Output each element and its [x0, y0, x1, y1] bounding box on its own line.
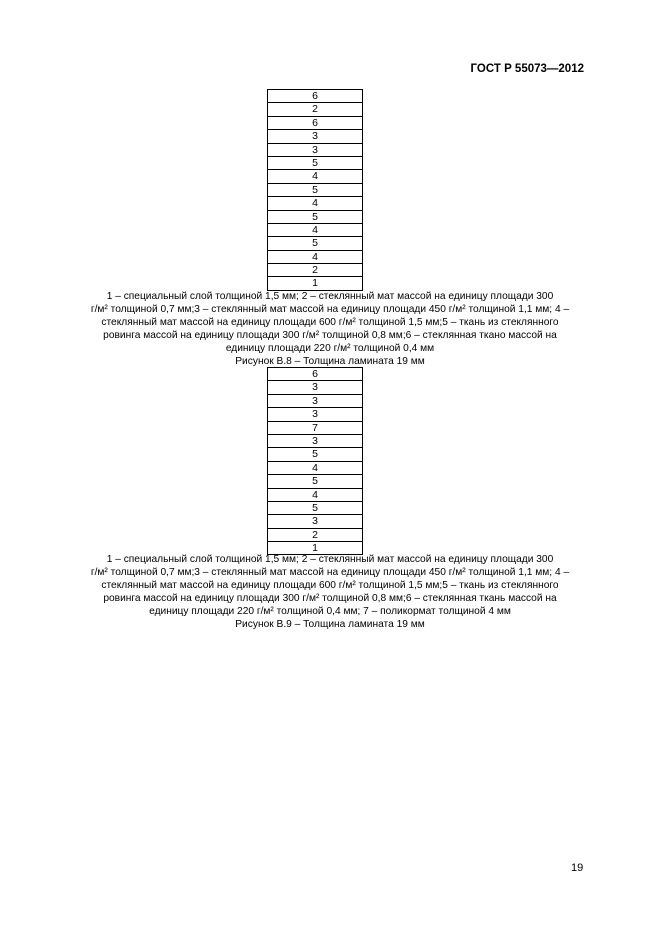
figure-b9-legend	[40, 553, 620, 631]
laminate-layer-stack-b8	[267, 89, 363, 291]
laminate-layer: 6	[268, 90, 362, 103]
legend-line: ровинга массой на единицу площади 300 г/м² толщиной 0,8 мм;6 – стеклянная ткано массой на	[103, 330, 557, 341]
legend-line: единицу площади 220 г/м² толщиной 0,4 мм; 7 – поликормат толщиной 4 мм	[149, 606, 511, 617]
laminate-layer: 4	[268, 251, 362, 264]
laminate-layer: 4	[268, 462, 362, 475]
figure-b9-caption: Рисунок В.9 – Толщина ламината 19 мм	[235, 619, 425, 630]
laminate-layer: 4	[268, 224, 362, 237]
laminate-layer: 2	[268, 529, 362, 542]
legend-line: г/м² толщиной 0,7 мм;3 – стеклянный мат массой на единицу площади 450 г/м² толщиной 1,1 мм; 4 –	[90, 567, 570, 578]
legend-line: 1 – специальный слой толщиной 1,5 мм; 2 – стеклянный мат массой на единицу площади 300	[106, 554, 554, 565]
laminate-layer: 5	[268, 211, 362, 224]
laminate-layer: 3	[268, 144, 362, 157]
page-number: 19	[571, 862, 584, 874]
legend-line: г/м² толщиной 0,7 мм;3 – стеклянный мат массой на единицу площади 450 г/м² толщиной 1,1 мм; 4 –	[90, 304, 570, 315]
legend-line: 1 – специальный слой толщиной 1,5 мм; 2 – стеклянный мат массой на единицу площади 300	[106, 291, 554, 302]
laminate-layer: 2	[268, 264, 362, 277]
document-header: ГОСТ Р 55073—2012	[470, 63, 584, 75]
laminate-layer: 2	[268, 103, 362, 116]
laminate-layer: 3	[268, 395, 362, 408]
laminate-layer: 5	[268, 237, 362, 250]
legend-line: стеклянный мат массой на единицу площади 600 г/м² толщиной 1,5 мм;5 – ткань из стеклянного	[101, 317, 559, 328]
laminate-layer: 3	[268, 408, 362, 421]
laminate-layer: 3	[268, 435, 362, 448]
legend-line: стеклянный мат массой на единицу площади 600 г/м² толщиной 1,5 мм;5 – ткань из стеклянного	[101, 580, 559, 591]
figure-b8-legend	[40, 290, 620, 368]
laminate-layer: 6	[268, 368, 362, 381]
laminate-layer: 3	[268, 515, 362, 528]
laminate-layer: 6	[268, 117, 362, 130]
laminate-layer: 3	[268, 130, 362, 143]
laminate-layer: 4	[268, 489, 362, 502]
laminate-layer: 1	[268, 542, 362, 555]
laminate-layer: 5	[268, 157, 362, 170]
laminate-layer-stack-b9	[267, 367, 363, 555]
legend-line: единицу площади 220 г/м² толщиной 0,4 мм	[225, 343, 435, 354]
laminate-layer: 3	[268, 381, 362, 394]
laminate-layer: 5	[268, 448, 362, 461]
figure-b8-caption: Рисунок В.8 – Толщина ламината 19 мм	[235, 356, 425, 367]
laminate-layer: 5	[268, 502, 362, 515]
laminate-layer: 4	[268, 170, 362, 183]
laminate-layer: 4	[268, 197, 362, 210]
legend-line: ровинга массой на единицу площади 300 г/м² толщиной 0,8 мм;6 – стеклянная ткань массой на	[103, 593, 557, 604]
laminate-layer: 5	[268, 184, 362, 197]
laminate-layer: 5	[268, 475, 362, 488]
laminate-layer: 7	[268, 422, 362, 435]
laminate-layer: 1	[268, 277, 362, 290]
